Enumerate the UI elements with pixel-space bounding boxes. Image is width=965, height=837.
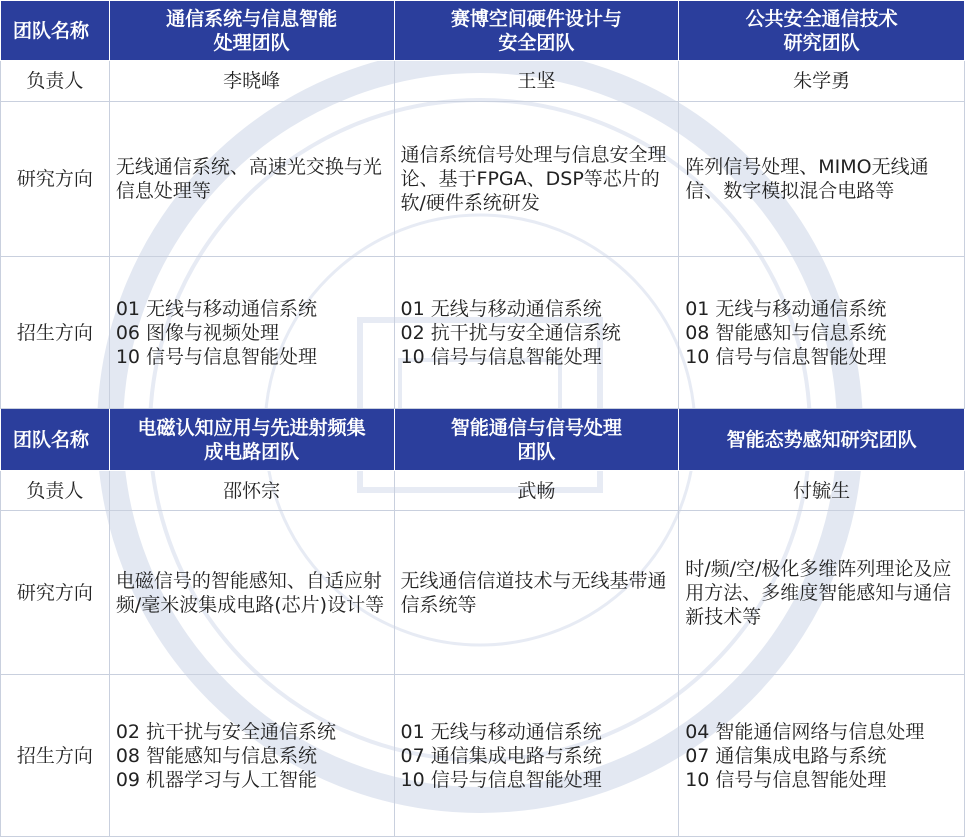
enrollment-item: 06 图像与视频处理: [115, 321, 280, 344]
team-name-label: 团队名称: [1, 1, 110, 61]
enrollment-item: 01 无线与移动通信系统: [685, 297, 887, 320]
enrollment-item: 10 信号与信息智能处理: [400, 345, 602, 368]
research-label: 研究方向: [1, 511, 110, 675]
research-label: 研究方向: [1, 102, 110, 257]
enrollment-item: 08 智能感知与信息系统: [115, 744, 318, 767]
enrollment-item: 10 信号与信息智能处理: [685, 345, 887, 368]
enrollment-item: 09 机器学习与人工智能: [115, 768, 318, 791]
leader-cell: 李晓峰: [109, 61, 394, 102]
enrollment-item: 08 智能感知与信息系统: [685, 321, 887, 344]
leader-row: [1, 61, 965, 102]
leader-cell: 武畅: [394, 471, 679, 511]
enrollment-cell: [679, 675, 965, 837]
enrollment-item: 10 信号与信息智能处理: [685, 768, 887, 791]
research-cell: 无线通信系统、高速光交换与光信息处理等: [109, 102, 394, 257]
leader-label: 负责人: [1, 61, 110, 102]
team-name-cell: 智能通信与信号处理 团队: [394, 409, 679, 471]
team-name-row: [1, 1, 965, 61]
research-cell: 电磁信号的智能感知、自适应射频/毫米波集成电路(芯片)设计等: [109, 511, 394, 675]
enrollment-item: 02 抗干扰与安全通信系统: [400, 321, 621, 344]
research-row: [1, 102, 965, 257]
team-name-cell: 通信系统与信息智能 处理团队: [109, 1, 394, 61]
leader-cell: 王坚: [394, 61, 679, 102]
enrollment-item: 04 智能通信网络与信息处理: [685, 720, 925, 743]
enrollment-cell: [394, 675, 679, 837]
research-cell: 通信系统信号处理与信息安全理论、基于FPGA、DSP等芯片的软/硬件系统研发: [394, 102, 679, 257]
team-name-cell: 公共安全通信技术 研究团队: [679, 1, 965, 61]
enrollment-item: 07 通信集成电路与系统: [685, 744, 887, 767]
enrollment-cell: [679, 257, 965, 409]
enrollment-item: 01 无线与移动通信系统: [115, 297, 318, 320]
research-row: [1, 511, 965, 675]
enrollment-item: 07 通信集成电路与系统: [400, 744, 602, 767]
leader-row: [1, 471, 965, 511]
leader-cell: 付毓生: [679, 471, 965, 511]
enrollment-item: 10 信号与信息智能处理: [115, 345, 318, 368]
leader-cell: 邵怀宗: [109, 471, 394, 511]
enrollment-item: 01 无线与移动通信系统: [400, 297, 602, 320]
enrollment-item: 01 无线与移动通信系统: [400, 720, 602, 743]
enrollment-cell: [109, 675, 394, 837]
team-name-cell: 赛博空间硬件设计与 安全团队: [394, 1, 679, 61]
team-name-row: [1, 409, 965, 471]
team-name-cell: 智能态势感知研究团队: [679, 409, 965, 471]
enrollment-label: 招生方向: [1, 257, 110, 409]
leader-cell: 朱学勇: [679, 61, 965, 102]
enrollment-item: 10 信号与信息智能处理: [400, 768, 602, 791]
research-cell: 无线通信信道技术与无线基带通信系统等: [394, 511, 679, 675]
enrollment-item: 02 抗干扰与安全通信系统: [115, 720, 337, 743]
enrollment-row: [1, 675, 965, 837]
research-cell: 阵列信号处理、MIMO无线通信、数字模拟混合电路等: [679, 102, 965, 257]
team-name-label: 团队名称: [1, 409, 110, 471]
research-cell: 时/频/空/极化多维阵列理论及应用方法、多维度智能感知与通信新技术等: [679, 511, 965, 675]
team-name-cell: 电磁认知应用与先进射频集 成电路团队: [109, 409, 394, 471]
enrollment-label: 招生方向: [1, 675, 110, 837]
enrollment-row: [1, 257, 965, 409]
enrollment-cell: [394, 257, 679, 409]
enrollment-cell: [109, 257, 394, 409]
leader-label: 负责人: [1, 471, 110, 511]
